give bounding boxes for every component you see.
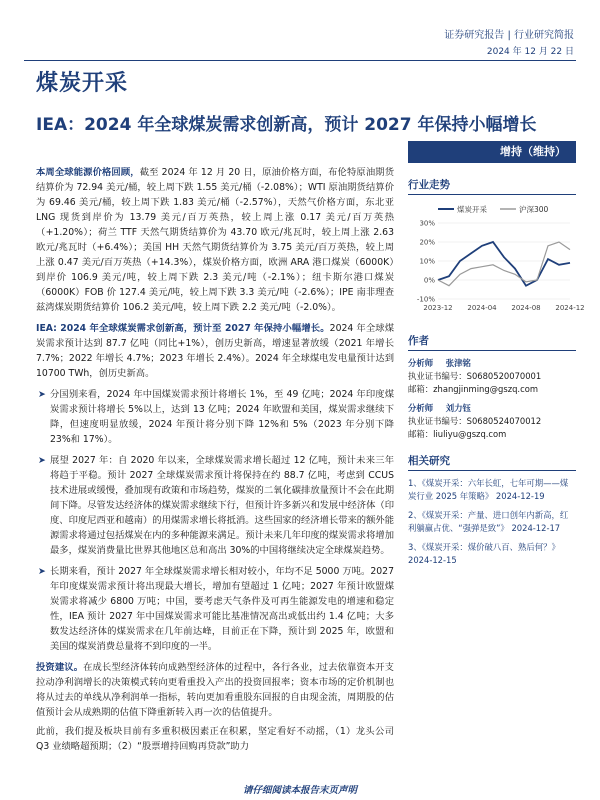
bullet-item <box>36 453 394 558</box>
chart-x-tick-label: 2024-04 <box>467 304 497 312</box>
chart-x-tick-label: 2024-08 <box>511 304 541 312</box>
chart-series-line-coal <box>438 242 570 286</box>
chart-y-tick-label: -10% <box>416 295 435 304</box>
chart-x-tick-label: 2024-12 <box>555 304 585 312</box>
author-block <box>408 357 576 396</box>
paragraph-iea <box>36 321 394 381</box>
bullet-text: 展望 2027 年：自 2020 年以来，全球煤炭需求增长超过 12 亿吨，预计未来三年将趋于平稳。预计 2027 全球煤炭需求预计将保持在约 88.7 亿吨，考虑到 CCUS 技术进展或缓慢，叠加现有政策和市场趋势，煤炭的二氧化碳排放量预计不会在此期间下降。尽管发达经济体的煤炭需求继续下行，但预计许多新兴和发展中经济体（印度、印度尼西亚和越南）的用煤需求增长将抵消。这些国家的经济增长带来的额外能源需求将通过包括煤炭在内的多种能源来满足。预计未来几年印度的煤炭需求将增加最多，煤炭消费量比世界其他地区总和高出 30%的中国将继续决定全球煤炭趋势。 <box>50 455 394 556</box>
sidebar <box>408 141 585 567</box>
bullet-arrow-icon: ➤ <box>38 566 46 577</box>
author-name: 刘力钰 <box>445 403 471 413</box>
chart-x-tick-label: 2023-12 <box>423 304 453 312</box>
related-item[interactable]: 3、《煤炭开采：煤价破八百、熟后何？》 2024-12-15 <box>408 542 560 565</box>
report-date: 2024 年 12 月 22 日 <box>486 47 574 57</box>
sector-name: 煤炭开采 <box>36 71 129 96</box>
legend-label-csi300: 沪深300 <box>519 205 549 214</box>
text-iea: 2024 年全球煤炭需求预计达到 87.7 亿吨（同比+1%），创历史新高，增速显著放缓（2021 年增长 7.7%；2022 年增长 4.7%；2023 年增长 2.4%）。2024 年全球煤电发电量预计达到 10700 TWh，创历史新高。 <box>36 323 395 379</box>
chart-y-tick-label: 30% <box>419 219 435 228</box>
related-item[interactable]: 1、《煤炭开采：六年长虹，七年可期——煤炭行业 2025 年策略》 2024-12-19 <box>408 478 569 501</box>
author-email: 邮箱：liuliyu@gszq.com <box>408 429 507 439</box>
lead-investment: 投资建议。 <box>36 662 84 673</box>
author-name: 张津铭 <box>445 358 471 368</box>
report-type-label: 证券研究报告 | 行业研究简报 <box>444 30 574 41</box>
text-investment: 在成长型经济体转向成熟型经济体的过程中，各行各业，过去依靠资本开支拉动净利润增长的决策模式转向更看重投入产出的投资回报率；资本市场的定价机制也将从过去的单线从净利润单一指标，转向更加看重股东回报的自由现金流，周期股的估值预计会从成熟期的估值下降重新转入再一次的估值提升。 <box>36 662 394 718</box>
chart-y-tick-label: 0% <box>423 276 435 285</box>
trend-chart <box>408 199 585 319</box>
trend-heading: 行业走势 <box>408 177 576 195</box>
chart-y-tick-label: 20% <box>419 238 435 247</box>
legend-label-coal: 煤炭开采 <box>457 205 487 214</box>
paragraph-investment <box>36 660 394 720</box>
lead-iea: IEA: 2024 年全球煤炭需求创新高，预计至 2027 年保持小幅增长。 <box>36 323 330 334</box>
chart-y-tick-label: 10% <box>419 257 435 266</box>
lead-price-review: 本周全球能源价格回顾， <box>36 167 140 178</box>
author-role: 分析师 <box>408 358 434 368</box>
author-line <box>408 402 576 415</box>
report-title: IEA：2024 年全球煤炭需求创新高，预计 2027 年保持小幅增长 <box>36 115 537 135</box>
author-block <box>408 402 576 441</box>
bullet-arrow-icon: ➤ <box>38 455 46 466</box>
author-email: 邮箱：zhangjinming@gszq.com <box>408 384 538 394</box>
author-cert: 执业证书编号：S0680520070001 <box>408 371 542 381</box>
main-body <box>36 165 394 756</box>
header-divider <box>24 60 576 61</box>
related-item[interactable]: 2、《煤炭开采：产量、进口创年内新高，红利躺赢占优、“强弹是致”》 2024-12-17 <box>408 510 569 533</box>
author-cert: 执业证书编号：S0680524070012 <box>408 416 542 426</box>
bullet-arrow-icon: ➤ <box>38 389 46 400</box>
authors-heading: 作者 <box>408 333 576 351</box>
author-role: 分析师 <box>408 403 434 413</box>
bullet-text: 长期来看，预计 2027 年全球煤炭需求增长相对较小，年均不足 5000 万吨。2027 年印度煤炭需求预计将出现最大增长，增加有望超过 1 亿吨；2027 年预计欧盟煤炭需求将减少 6800 万吨；中国，要考虑天气条件及可再生能源发电的增速和稳定性，IEA 预计 2027 年中国煤炭需求可能比基准情况高出或低出约 1.4 亿吨；大多数发达经济体的煤炭需求在几年前达峰，目前正在下降，预计到 2025 年，欧盟和美国的煤炭消费总量将不到印度的一半。 <box>50 566 394 652</box>
bullet-item <box>36 387 394 447</box>
rating-badge: 增持（维持） <box>408 141 576 163</box>
paragraph-price-review <box>36 165 394 315</box>
bullet-text: 分国别来看，2024 年中国煤炭需求预计将增长 1%，至 49 亿吨；2024 年印度煤炭需求预计将增长 5%以上，达到 13 亿吨；2024 年欧盟和美国，煤炭需求继续下降，但速度明显放缓，2024 年预计将分别下降 12%和 5%（2023 年分别下降 23%和 17%）。 <box>50 389 394 445</box>
text-price-review: 截至 2024 年 12 月 20 日，原油价格方面，布伦特原油期货结算价为 72.94 美元/桶，较上周下跌 1.55 美元/桶（-2.08%）；WTI 原油期货结算价为 69.46 美元/桶，较上周下跌 1.83 美元/桶（-2.57%），天然气价格方面，东北亚 LNG 现货到岸价为 13.79 美元/百万英热，较上周上涨 0.17 美元/百万英热（+1.20%）；荷兰 TTF 天然气期货结算价为 43.70 欧元/兆瓦时，较上周上涨 2.63 欧元/兆瓦时（+6.4%）；美国 HH 天然气期货结算价为 3.75 美元/百万英热，较上周上涨 0.47 美元/百万英热（+14.3%），煤炭价格方面，欧洲 ARA 港口煤炭（6000K）到岸价 106.9 美元/吨，较上周下跌 2.3 美元/吨（-2.1%）；纽卡斯尔港口煤炭（6000K）FOB 价 127.4 美元/吨，较上周下跌 3.3 美元/吨（-2.6%）；IPE 南非理查兹湾煤炭期货结算价 106.2 美元/吨，较上周下跌 2.2 美元/吨（-2.0%）。 <box>36 167 394 313</box>
related-heading: 相关研究 <box>408 453 576 471</box>
footer-disclaimer: 请仔细阅读本报告末页声明 <box>242 785 357 796</box>
paragraph-prior: 此前，我们提及板块目前有多重积极因素正在积累，坚定看好不动摇，（1）龙头公司 Q3 业绩略超预期；（2）“股票增持回购再贷款”助力 <box>36 726 394 752</box>
bullet-item <box>36 564 394 654</box>
author-line <box>408 357 576 370</box>
